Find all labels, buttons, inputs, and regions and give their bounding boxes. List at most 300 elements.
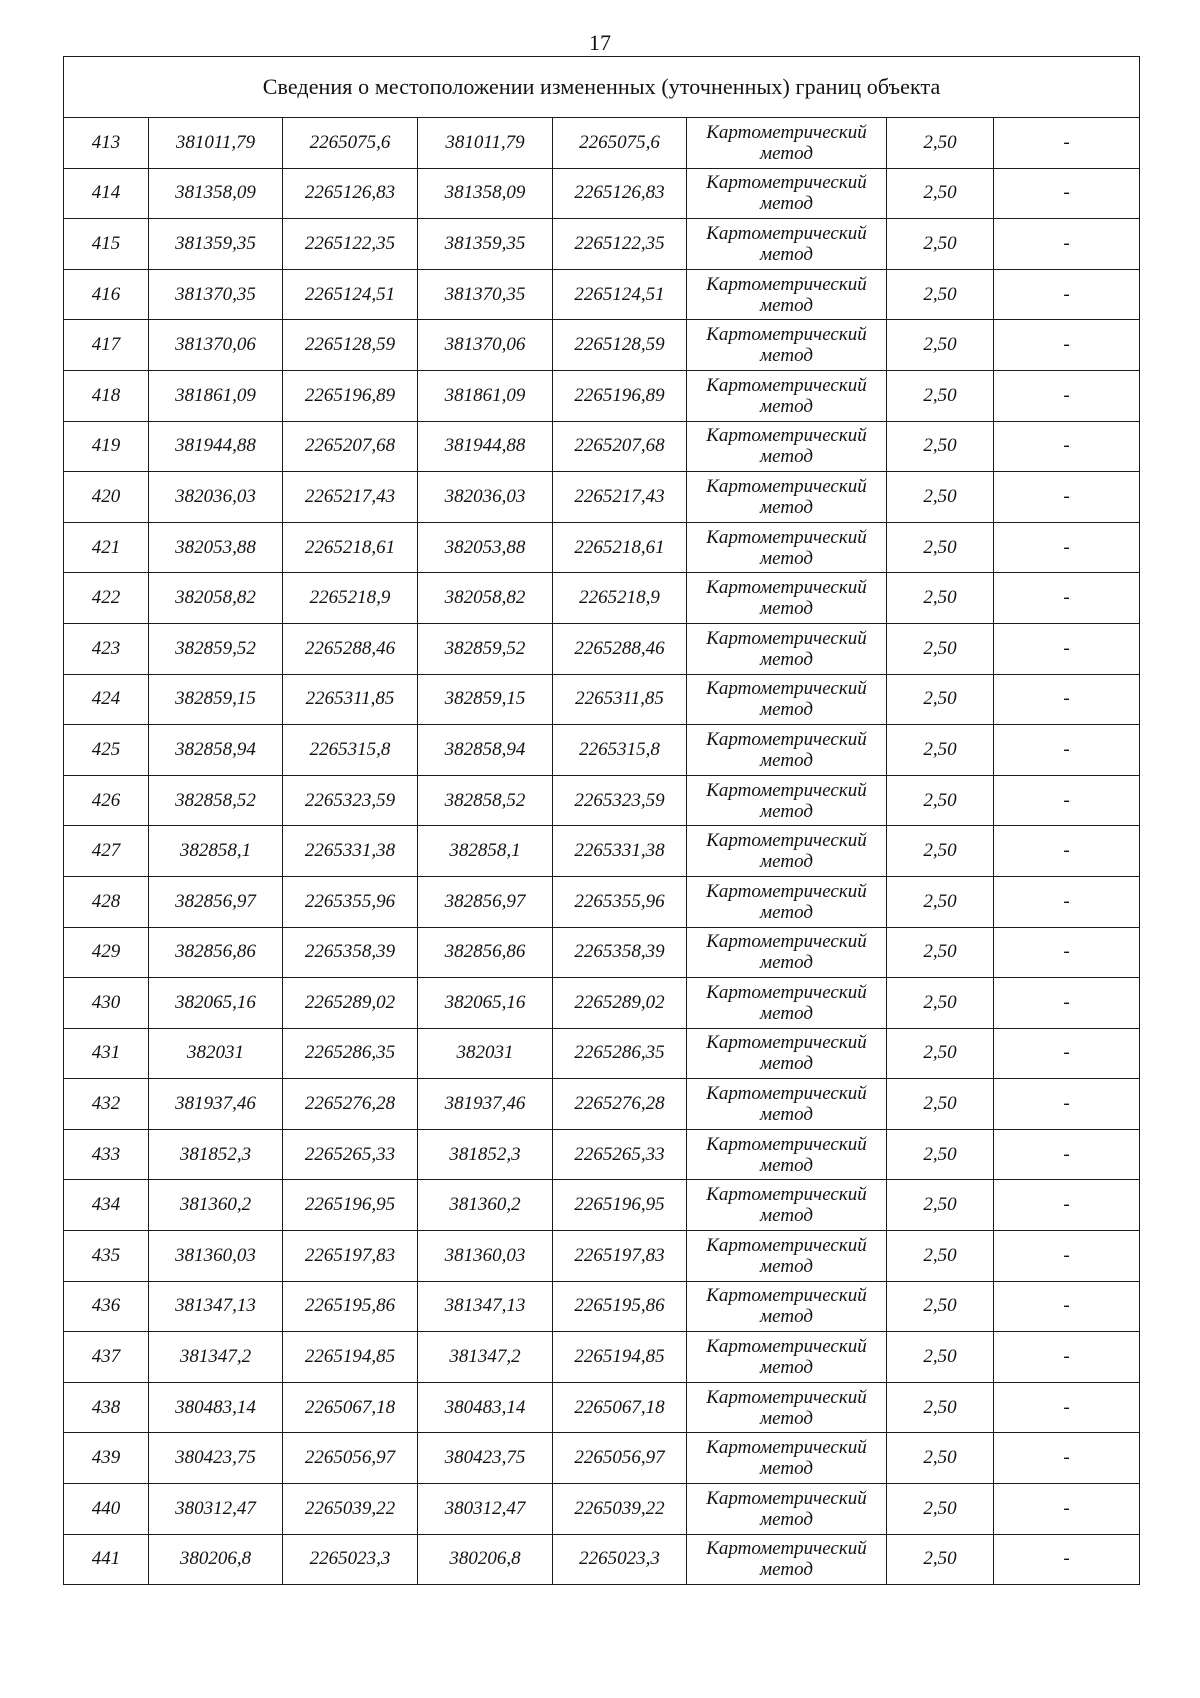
point-number-cell: 426	[64, 775, 149, 826]
x-refined-cell: 382859,15	[418, 674, 553, 725]
x-refined-cell: 382858,1	[418, 826, 553, 877]
table-row	[64, 118, 1140, 169]
accuracy-cell: 2,50	[887, 1484, 994, 1535]
accuracy-cell: 2,50	[887, 1433, 994, 1484]
method-line-2: метод	[760, 294, 813, 316]
note-cell: -	[994, 775, 1140, 826]
method-line-1: Картометрический	[706, 1083, 867, 1105]
y-refined-cell: 2265355,96	[553, 876, 687, 927]
y-existing-cell: 2265197,83	[283, 1231, 418, 1282]
note-cell: -	[994, 1534, 1140, 1585]
method-line-1: Картометрический	[706, 324, 867, 346]
y-refined-cell: 2265288,46	[553, 623, 687, 674]
note-cell: -	[994, 1332, 1140, 1383]
x-refined-cell: 382856,86	[418, 927, 553, 978]
y-existing-cell: 2265315,8	[283, 725, 418, 776]
y-existing-cell: 2265323,59	[283, 775, 418, 826]
note-cell: -	[994, 1433, 1140, 1484]
method-line-1: Картометрический	[706, 1437, 867, 1459]
y-existing-cell: 2265196,89	[283, 370, 418, 421]
method-cell	[687, 1129, 887, 1180]
accuracy-cell: 2,50	[887, 1332, 994, 1383]
x-refined-cell: 381359,35	[418, 219, 553, 270]
x-refined-cell: 382031	[418, 1028, 553, 1079]
x-existing-cell: 380312,47	[149, 1484, 283, 1535]
method-cell	[687, 725, 887, 776]
method-line-2: метод	[760, 547, 813, 569]
table-row	[64, 573, 1140, 624]
method-line-1: Картометрический	[706, 425, 867, 447]
x-refined-cell: 382858,94	[418, 725, 553, 776]
section-title: Сведения о местоположении измененных (уточненных) границ объекта	[64, 57, 1140, 118]
y-existing-cell: 2265194,85	[283, 1332, 418, 1383]
x-refined-cell: 381937,46	[418, 1079, 553, 1130]
point-number-cell: 440	[64, 1484, 149, 1535]
accuracy-cell: 2,50	[887, 219, 994, 270]
point-number-cell: 415	[64, 219, 149, 270]
method-line-2: метод	[760, 851, 813, 873]
y-refined-cell: 2265218,61	[553, 522, 687, 573]
table-row	[64, 320, 1140, 371]
method-line-2: метод	[760, 1508, 813, 1530]
method-cell	[687, 927, 887, 978]
method-cell	[687, 674, 887, 725]
y-refined-cell: 2265056,97	[553, 1433, 687, 1484]
method-line-1: Картометрический	[706, 172, 867, 194]
accuracy-cell: 2,50	[887, 1382, 994, 1433]
x-existing-cell: 381370,35	[149, 269, 283, 320]
method-cell	[687, 370, 887, 421]
y-refined-cell: 2265276,28	[553, 1079, 687, 1130]
note-cell: -	[994, 978, 1140, 1029]
method-line-1: Картометрический	[706, 779, 867, 801]
note-cell: -	[994, 1129, 1140, 1180]
method-cell	[687, 978, 887, 1029]
x-refined-cell: 380483,14	[418, 1382, 553, 1433]
point-number-cell: 430	[64, 978, 149, 1029]
method-cell	[687, 1281, 887, 1332]
x-existing-cell: 381347,13	[149, 1281, 283, 1332]
y-existing-cell: 2265311,85	[283, 674, 418, 725]
note-cell: -	[994, 623, 1140, 674]
y-refined-cell: 2265289,02	[553, 978, 687, 1029]
table-row	[64, 269, 1140, 320]
point-number-cell: 425	[64, 725, 149, 776]
method-line-2: метод	[760, 193, 813, 215]
y-existing-cell: 2265217,43	[283, 472, 418, 523]
method-line-2: метод	[760, 1002, 813, 1024]
point-number-cell: 441	[64, 1534, 149, 1585]
table-body	[64, 118, 1140, 1585]
x-existing-cell: 381370,06	[149, 320, 283, 371]
method-line-1: Картометрический	[706, 1336, 867, 1358]
accuracy-cell: 2,50	[887, 269, 994, 320]
method-line-2: метод	[760, 749, 813, 771]
accuracy-cell: 2,50	[887, 472, 994, 523]
x-refined-cell: 381011,79	[418, 118, 553, 169]
x-existing-cell: 382065,16	[149, 978, 283, 1029]
note-cell: -	[994, 927, 1140, 978]
y-refined-cell: 2265311,85	[553, 674, 687, 725]
table-row	[64, 1382, 1140, 1433]
note-cell: -	[994, 573, 1140, 624]
method-line-1: Картометрический	[706, 526, 867, 548]
point-number-cell: 416	[64, 269, 149, 320]
x-refined-cell: 381358,09	[418, 168, 553, 219]
point-number-cell: 432	[64, 1079, 149, 1130]
y-refined-cell: 2265315,8	[553, 725, 687, 776]
method-line-1: Картометрический	[706, 577, 867, 599]
table-row	[64, 775, 1140, 826]
y-refined-cell: 2265196,89	[553, 370, 687, 421]
method-cell	[687, 826, 887, 877]
y-refined-cell: 2265075,6	[553, 118, 687, 169]
method-line-2: метод	[760, 699, 813, 721]
method-cell	[687, 522, 887, 573]
method-line-1: Картометрический	[706, 121, 867, 143]
x-refined-cell: 380206,8	[418, 1534, 553, 1585]
method-cell	[687, 219, 887, 270]
y-refined-cell: 2265128,59	[553, 320, 687, 371]
accuracy-cell: 2,50	[887, 573, 994, 624]
method-line-2: метод	[760, 1357, 813, 1379]
point-number-cell: 421	[64, 522, 149, 573]
accuracy-cell: 2,50	[887, 826, 994, 877]
point-number-cell: 436	[64, 1281, 149, 1332]
x-refined-cell: 381370,35	[418, 269, 553, 320]
point-number-cell: 428	[64, 876, 149, 927]
method-cell	[687, 1180, 887, 1231]
x-existing-cell: 382856,86	[149, 927, 283, 978]
x-refined-cell: 380423,75	[418, 1433, 553, 1484]
method-line-2: метод	[760, 395, 813, 417]
y-existing-cell: 2265023,3	[283, 1534, 418, 1585]
table-row	[64, 927, 1140, 978]
point-number-cell: 434	[64, 1180, 149, 1231]
accuracy-cell: 2,50	[887, 927, 994, 978]
y-existing-cell: 2265286,35	[283, 1028, 418, 1079]
accuracy-cell: 2,50	[887, 370, 994, 421]
y-refined-cell: 2265331,38	[553, 826, 687, 877]
method-line-2: метод	[760, 901, 813, 923]
method-line-2: метод	[760, 446, 813, 468]
method-line-1: Картометрический	[706, 1285, 867, 1307]
note-cell: -	[994, 1079, 1140, 1130]
table-row	[64, 725, 1140, 776]
method-line-2: метод	[760, 1458, 813, 1480]
table-row	[64, 623, 1140, 674]
method-line-2: метод	[760, 142, 813, 164]
method-line-2: метод	[760, 345, 813, 367]
method-line-1: Картометрический	[706, 1032, 867, 1054]
y-existing-cell: 2265207,68	[283, 421, 418, 472]
y-existing-cell: 2265288,46	[283, 623, 418, 674]
method-cell	[687, 1433, 887, 1484]
note-cell: -	[994, 674, 1140, 725]
x-existing-cell: 381852,3	[149, 1129, 283, 1180]
y-existing-cell: 2265126,83	[283, 168, 418, 219]
method-line-2: метод	[760, 1255, 813, 1277]
x-existing-cell: 380483,14	[149, 1382, 283, 1433]
y-existing-cell: 2265218,9	[283, 573, 418, 624]
accuracy-cell: 2,50	[887, 1534, 994, 1585]
method-line-1: Картометрический	[706, 1184, 867, 1206]
x-refined-cell: 382058,82	[418, 573, 553, 624]
table-row	[64, 1129, 1140, 1180]
note-cell: -	[994, 1484, 1140, 1535]
table-row	[64, 1534, 1140, 1585]
method-cell	[687, 1382, 887, 1433]
method-line-2: метод	[760, 496, 813, 518]
table-row	[64, 1180, 1140, 1231]
point-number-cell: 437	[64, 1332, 149, 1383]
accuracy-cell: 2,50	[887, 320, 994, 371]
point-number-cell: 438	[64, 1382, 149, 1433]
method-line-2: метод	[760, 1053, 813, 1075]
method-cell	[687, 1484, 887, 1535]
table-row	[64, 1028, 1140, 1079]
x-existing-cell: 381937,46	[149, 1079, 283, 1130]
y-refined-cell: 2265358,39	[553, 927, 687, 978]
method-cell	[687, 623, 887, 674]
point-number-cell: 420	[64, 472, 149, 523]
note-cell: -	[994, 118, 1140, 169]
method-cell	[687, 876, 887, 927]
method-line-1: Картометрический	[706, 1133, 867, 1155]
method-line-2: метод	[760, 648, 813, 670]
accuracy-cell: 2,50	[887, 876, 994, 927]
x-refined-cell: 382856,97	[418, 876, 553, 927]
method-line-2: метод	[760, 1306, 813, 1328]
y-refined-cell: 2265122,35	[553, 219, 687, 270]
y-refined-cell: 2265124,51	[553, 269, 687, 320]
note-cell: -	[994, 370, 1140, 421]
note-cell: -	[994, 320, 1140, 371]
note-cell: -	[994, 522, 1140, 573]
method-cell	[687, 168, 887, 219]
note-cell: -	[994, 472, 1140, 523]
method-line-2: метод	[760, 1205, 813, 1227]
y-refined-cell: 2265126,83	[553, 168, 687, 219]
accuracy-cell: 2,50	[887, 775, 994, 826]
x-existing-cell: 382036,03	[149, 472, 283, 523]
table-row	[64, 876, 1140, 927]
note-cell: -	[994, 1382, 1140, 1433]
x-refined-cell: 381360,03	[418, 1231, 553, 1282]
x-existing-cell: 381011,79	[149, 118, 283, 169]
accuracy-cell: 2,50	[887, 1079, 994, 1130]
x-refined-cell: 381852,3	[418, 1129, 553, 1180]
y-existing-cell: 2265122,35	[283, 219, 418, 270]
y-refined-cell: 2265218,9	[553, 573, 687, 624]
x-refined-cell: 381861,09	[418, 370, 553, 421]
method-line-1: Картометрический	[706, 880, 867, 902]
x-existing-cell: 381347,2	[149, 1332, 283, 1383]
note-cell: -	[994, 725, 1140, 776]
y-refined-cell: 2265323,59	[553, 775, 687, 826]
x-existing-cell: 381359,35	[149, 219, 283, 270]
method-line-1: Картометрический	[706, 981, 867, 1003]
note-cell: -	[994, 1028, 1140, 1079]
x-existing-cell: 382856,97	[149, 876, 283, 927]
y-existing-cell: 2265067,18	[283, 1382, 418, 1433]
point-number-cell: 419	[64, 421, 149, 472]
y-existing-cell: 2265039,22	[283, 1484, 418, 1535]
x-existing-cell: 381861,09	[149, 370, 283, 421]
table-row	[64, 1484, 1140, 1535]
accuracy-cell: 2,50	[887, 168, 994, 219]
y-existing-cell: 2265358,39	[283, 927, 418, 978]
method-line-1: Картометрический	[706, 273, 867, 295]
note-cell: -	[994, 1281, 1140, 1332]
point-number-cell: 413	[64, 118, 149, 169]
table-row	[64, 219, 1140, 270]
method-line-2: метод	[760, 1154, 813, 1176]
accuracy-cell: 2,50	[887, 1028, 994, 1079]
method-line-1: Картометрический	[706, 374, 867, 396]
method-cell	[687, 1534, 887, 1585]
x-refined-cell: 382036,03	[418, 472, 553, 523]
y-refined-cell: 2265217,43	[553, 472, 687, 523]
x-refined-cell: 382858,52	[418, 775, 553, 826]
x-refined-cell: 381347,13	[418, 1281, 553, 1332]
x-existing-cell: 382058,82	[149, 573, 283, 624]
x-existing-cell: 382859,52	[149, 623, 283, 674]
note-cell: -	[994, 1180, 1140, 1231]
accuracy-cell: 2,50	[887, 623, 994, 674]
x-refined-cell: 381944,88	[418, 421, 553, 472]
method-cell	[687, 1231, 887, 1282]
method-line-2: метод	[760, 1407, 813, 1429]
point-number-cell: 435	[64, 1231, 149, 1282]
point-number-cell: 418	[64, 370, 149, 421]
note-cell: -	[994, 219, 1140, 270]
point-number-cell: 439	[64, 1433, 149, 1484]
table-row	[64, 1231, 1140, 1282]
point-number-cell: 431	[64, 1028, 149, 1079]
table-row	[64, 168, 1140, 219]
method-cell	[687, 1079, 887, 1130]
table-row	[64, 674, 1140, 725]
point-number-cell: 423	[64, 623, 149, 674]
method-line-2: метод	[760, 243, 813, 265]
accuracy-cell: 2,50	[887, 118, 994, 169]
table-row	[64, 522, 1140, 573]
y-refined-cell: 2265023,3	[553, 1534, 687, 1585]
y-existing-cell: 2265128,59	[283, 320, 418, 371]
method-cell	[687, 269, 887, 320]
table-row	[64, 421, 1140, 472]
note-cell: -	[994, 269, 1140, 320]
method-line-2: метод	[760, 952, 813, 974]
accuracy-cell: 2,50	[887, 1180, 994, 1231]
table-row	[64, 472, 1140, 523]
method-line-1: Картометрический	[706, 627, 867, 649]
x-refined-cell: 382053,88	[418, 522, 553, 573]
accuracy-cell: 2,50	[887, 1231, 994, 1282]
x-refined-cell: 381360,2	[418, 1180, 553, 1231]
page-number: 17	[589, 30, 611, 55]
y-refined-cell: 2265195,86	[553, 1281, 687, 1332]
y-existing-cell: 2265265,33	[283, 1129, 418, 1180]
accuracy-cell: 2,50	[887, 725, 994, 776]
accuracy-cell: 2,50	[887, 1281, 994, 1332]
note-cell: -	[994, 876, 1140, 927]
method-cell	[687, 421, 887, 472]
method-cell	[687, 472, 887, 523]
x-existing-cell: 382858,1	[149, 826, 283, 877]
point-number-cell: 414	[64, 168, 149, 219]
y-existing-cell: 2265218,61	[283, 522, 418, 573]
point-number-cell: 433	[64, 1129, 149, 1180]
note-cell: -	[994, 168, 1140, 219]
table-row	[64, 978, 1140, 1029]
method-line-1: Картометрический	[706, 1487, 867, 1509]
y-refined-cell: 2265286,35	[553, 1028, 687, 1079]
x-existing-cell: 380423,75	[149, 1433, 283, 1484]
point-number-cell: 427	[64, 826, 149, 877]
method-line-1: Картометрический	[706, 1386, 867, 1408]
y-refined-cell: 2265197,83	[553, 1231, 687, 1282]
x-refined-cell: 382859,52	[418, 623, 553, 674]
method-line-1: Картометрический	[706, 1538, 867, 1560]
boundary-coordinates-table	[63, 56, 1140, 1585]
method-line-1: Картометрический	[706, 931, 867, 953]
note-cell: -	[994, 826, 1140, 877]
x-existing-cell: 382053,88	[149, 522, 283, 573]
y-existing-cell: 2265331,38	[283, 826, 418, 877]
point-number-cell: 417	[64, 320, 149, 371]
accuracy-cell: 2,50	[887, 674, 994, 725]
x-refined-cell: 381347,2	[418, 1332, 553, 1383]
method-cell	[687, 1028, 887, 1079]
y-refined-cell: 2265039,22	[553, 1484, 687, 1535]
method-line-1: Картометрический	[706, 222, 867, 244]
x-existing-cell: 382031	[149, 1028, 283, 1079]
x-existing-cell: 382859,15	[149, 674, 283, 725]
y-existing-cell: 2265124,51	[283, 269, 418, 320]
method-line-2: метод	[760, 1104, 813, 1126]
table-row	[64, 826, 1140, 877]
x-existing-cell: 381360,2	[149, 1180, 283, 1231]
section-header-row	[64, 57, 1140, 118]
accuracy-cell: 2,50	[887, 421, 994, 472]
accuracy-cell: 2,50	[887, 978, 994, 1029]
y-existing-cell: 2265355,96	[283, 876, 418, 927]
point-number-cell: 422	[64, 573, 149, 624]
y-existing-cell: 2265075,6	[283, 118, 418, 169]
accuracy-cell: 2,50	[887, 522, 994, 573]
point-number-cell: 429	[64, 927, 149, 978]
y-refined-cell: 2265194,85	[553, 1332, 687, 1383]
method-line-1: Картометрический	[706, 1234, 867, 1256]
method-line-2: метод	[760, 1559, 813, 1581]
method-cell	[687, 775, 887, 826]
y-existing-cell: 2265056,97	[283, 1433, 418, 1484]
method-cell	[687, 118, 887, 169]
y-existing-cell: 2265289,02	[283, 978, 418, 1029]
x-refined-cell: 381370,06	[418, 320, 553, 371]
x-existing-cell: 382858,52	[149, 775, 283, 826]
method-line-1: Картометрический	[706, 678, 867, 700]
point-number-cell: 424	[64, 674, 149, 725]
table-row	[64, 1079, 1140, 1130]
y-refined-cell: 2265207,68	[553, 421, 687, 472]
method-line-1: Картометрический	[706, 728, 867, 750]
note-cell: -	[994, 421, 1140, 472]
y-refined-cell: 2265196,95	[553, 1180, 687, 1231]
method-cell	[687, 320, 887, 371]
